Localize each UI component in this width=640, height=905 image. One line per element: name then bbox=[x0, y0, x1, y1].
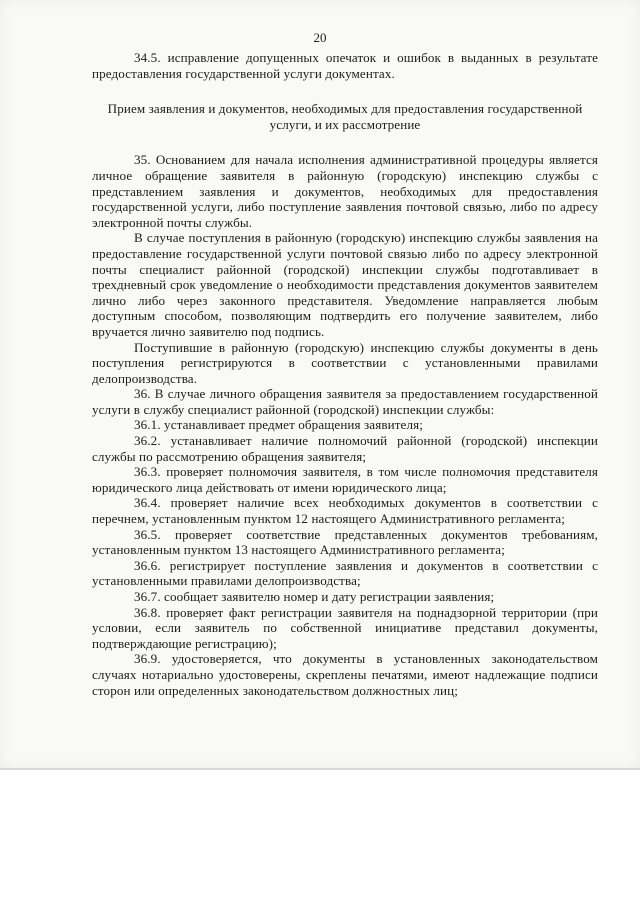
paragraph-34-5: 34.5. исправление допущенных опечаток и ошибок в выданных в результате предоставления государственной услуги документах. bbox=[92, 50, 598, 81]
paragraph-36: 36. В случае личного обращения заявителя за предоставлением государственной услуги в службу специалист районной (городской) инспекции службы: bbox=[92, 386, 598, 417]
paragraph-35: 35. Основанием для начала исполнения административной процедуры является личное обращение заявителя в районную (городскую) инспекцию службы с представлением заявления и документов, необходимых для предоставления государственной услуги, либо поступление заявления почтовой связью, либо по адресу электронной почты службы. bbox=[92, 152, 598, 230]
paragraph-36-9: 36.9. удостоверяется, что документы в установленных законодательством случаях нотариально удостоверены, скреплены печатями, имеют надлежащие подписи сторон или определенных законодательством должностных лиц; bbox=[92, 651, 598, 698]
document-body bbox=[92, 50, 598, 698]
paragraph-36-5: 36.5. проверяет соответствие представленных документов требованиям, установленным пунктом 13 настоящего Административного регламента; bbox=[92, 526, 598, 558]
paragraph-36-4: 36.4. проверяет наличие всех необходимых документов в соответствии с перечнем, установленным пунктом 12 настоящего Административного регламента; bbox=[92, 495, 598, 527]
paragraph-36-7: 36.7. сообщает заявителю номер и дату регистрации заявления; bbox=[134, 589, 495, 604]
paragraph-36-6: 36.6. регистрирует поступление заявления и документов в соответствии с установленными правилами делопроизводства; bbox=[92, 557, 598, 589]
page-edge bbox=[0, 768, 640, 770]
paragraph-35-mail: В случае поступления в районную (городскую) инспекцию службы заявления на предоставление государственной услуги почтовой связью либо по адресу электронной почты специалист районной (городской) инспекции службы подготавливает в трехдневный срок уведомление о необходимости представления документов заявителем лично либо через законного представителя. Уведомление направляется любым доступным способом, позволяющим подтвердить его получение заявителем, либо вручается лично заявителю под подпись. bbox=[92, 230, 598, 339]
paragraph-36-2: 36.2. устанавливает наличие полномочий районной (городской) инспекции службы по рассмотрению обращения заявителя; bbox=[92, 433, 598, 464]
section-heading: Прием заявления и документов, необходимых для предоставления государственной услуги, и их рассмотрение bbox=[107, 101, 583, 132]
paragraph-36-8: 36.8. проверяет факт регистрации заявителя на поднадзорной территории (при условии, если заявитель по собственной инициативе представил документы, подтверждающие регистрацию); bbox=[92, 604, 598, 651]
paragraph-36-3: 36.3. проверяет полномочия заявителя, в том числе полномочия представителя юридического лица действовать от имени юридического лица; bbox=[92, 464, 598, 495]
page-number: 20 bbox=[313, 30, 327, 45]
paragraph-36-1: 36.1. устанавливает предмет обращения заявителя; bbox=[134, 417, 423, 433]
paragraph-35-registration: Поступившие в районную (городскую) инспекцию службы документы в день поступления регистрируются в соответствии с установленными правилами делопроизводства. bbox=[92, 339, 598, 386]
